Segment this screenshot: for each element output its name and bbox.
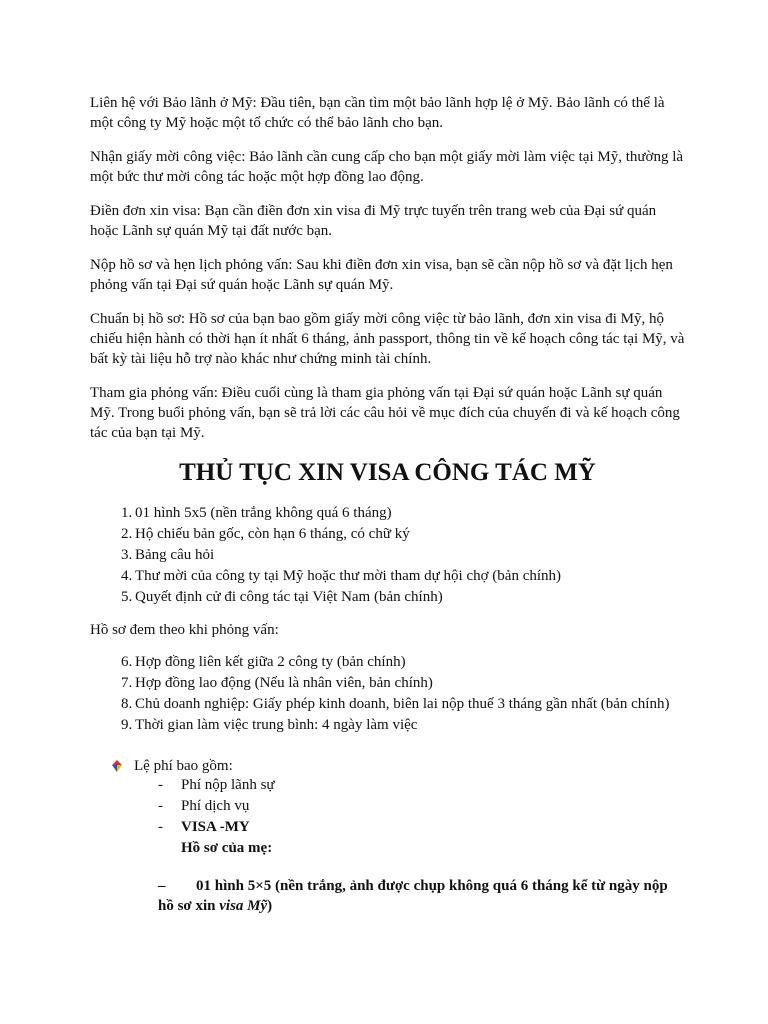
intro-paragraph: Chuẩn bị hồ sơ: Hồ sơ của bạn bao gồm giấy mời công việc từ bảo lãnh, đơn xin visa đi Mỹ, hộ chiếu hiện hành có thời hạn ít nhất 6 tháng, ảnh passport, thông tin về kế hoạch công tác tại Mỹ, và bất kỳ tài liệu hỗ trợ nào khác như chứng minh tài chính. <box>90 311 685 367</box>
mother-docs-item <box>158 876 678 916</box>
list-text: Hợp đồng liên kết giữa 2 công ty (bản chính) <box>135 654 406 670</box>
fees-section <box>110 755 710 776</box>
intro-paragraph: Nhận giấy mời công việc: Bảo lãnh cần cung cấp cho bạn một giấy mời làm việc tại Mỹ, thường là một bức thư mời công tác hoặc một hợp đồng lao động. <box>90 149 684 185</box>
dash-marker: - <box>158 819 163 835</box>
list-text: Hộ chiếu bản gốc, còn hạn 6 tháng, có chữ ký <box>135 526 410 542</box>
list-text: Thời gian làm việc trung bình: 4 ngày làm việc <box>135 717 418 733</box>
list-number: 2. <box>121 526 133 542</box>
list-text: Quyết định cử đi công tác tại Việt Nam (bản chính) <box>135 589 443 605</box>
intro-paragraph: Điền đơn xin visa: Bạn cần điền đơn xin visa đi Mỹ trực tuyến trên trang web của Đại sứ quán hoặc Lãnh sự quán Mỹ tại đất nước bạn. <box>90 203 657 239</box>
list-item <box>90 715 690 736</box>
section-heading: THỦ TỤC XIN VISA CÔNG TÁC MỸ <box>179 459 596 486</box>
mother-docs-subheading: Hồ sơ của mẹ: <box>181 840 273 856</box>
list-number: 3. <box>121 547 133 563</box>
list-item <box>90 524 690 545</box>
list-item <box>158 796 698 817</box>
interview-docs-label: Hồ sơ đem theo khi phỏng vấn: <box>90 622 279 638</box>
fee-item-text: Phí dịch vụ <box>181 798 250 814</box>
intro-section <box>90 93 685 457</box>
list-number: 1. <box>121 505 133 521</box>
dash-marker: - <box>158 777 163 793</box>
list-number: 4. <box>121 568 133 584</box>
colored-arrow-bullet-icon <box>110 759 124 773</box>
fees-list <box>158 775 698 859</box>
intro-paragraph: Nộp hồ sơ và hẹn lịch phỏng vấn: Sau khi điền đơn xin visa, bạn sẽ cần nộp hồ sơ và đặt lịch hẹn phỏng vấn tại Đại sứ quán hoặc Lãnh sự quán Mỹ. <box>90 257 673 293</box>
fee-item-text: VISA -MY <box>181 819 250 835</box>
dash-marker: - <box>158 798 163 814</box>
list-text: 01 hình 5x5 (nền trắng không quá 6 tháng) <box>135 505 392 521</box>
list-text: Thư mời của công ty tại Mỹ hoặc thư mời tham dự hội chợ (bản chính) <box>135 568 562 584</box>
list-item <box>158 775 698 796</box>
mother-docs-text: 01 hình 5×5 (nền trắng, ảnh được chụp không quá 6 tháng kể từ ngày nộp hồ sơ xin <box>158 878 668 914</box>
interview-documents-list <box>90 652 690 736</box>
list-item <box>90 673 690 694</box>
list-item <box>90 652 690 673</box>
list-number: 7. <box>121 675 133 691</box>
list-text: Bảng câu hỏi <box>135 547 215 563</box>
list-item <box>90 545 690 566</box>
list-number: 9. <box>121 717 133 733</box>
list-text: Chủ doanh nghiệp: Giấy phép kinh doanh, biên lai nộp thuế 3 tháng gần nhất (bản chính) <box>135 696 670 712</box>
list-text: Hợp đồng lao động (Nếu là nhân viên, bản chính) <box>135 675 433 691</box>
list-item <box>90 503 690 524</box>
fee-item-text: Phí nộp lãnh sự <box>181 777 275 793</box>
list-item <box>90 587 690 608</box>
list-number: 6. <box>121 654 133 670</box>
fees-label: Lệ phí bao gồm: <box>134 757 233 774</box>
list-number: 8. <box>121 696 133 712</box>
required-documents-list <box>90 503 690 608</box>
list-item <box>158 817 698 838</box>
intro-paragraph: Tham gia phỏng vấn: Điều cuối cùng là tham gia phỏng vấn tại Đại sứ quán hoặc Lãnh sự quán Mỹ. Trong buổi phỏng vấn, bạn sẽ trả lời các câu hỏi về mục đích của chuyến đi và kế hoạch công tác của bạn tại Mỹ. <box>90 385 680 441</box>
fees-heading <box>110 755 710 776</box>
intro-paragraph: Liên hệ với Bảo lãnh ở Mỹ: Đầu tiên, bạn cần tìm một bảo lãnh hợp lệ ở Mỹ. Bảo lãnh có thể là một công ty Mỹ hoặc một tổ chức có thể bảo lãnh cho bạn. <box>90 95 665 131</box>
list-item <box>90 694 690 715</box>
mother-docs-italic: visa Mỹ <box>219 898 268 914</box>
mother-docs-close: ) <box>267 898 273 914</box>
list-item <box>90 566 690 587</box>
list-number: 5. <box>121 589 133 605</box>
dash-marker: – <box>158 878 166 894</box>
